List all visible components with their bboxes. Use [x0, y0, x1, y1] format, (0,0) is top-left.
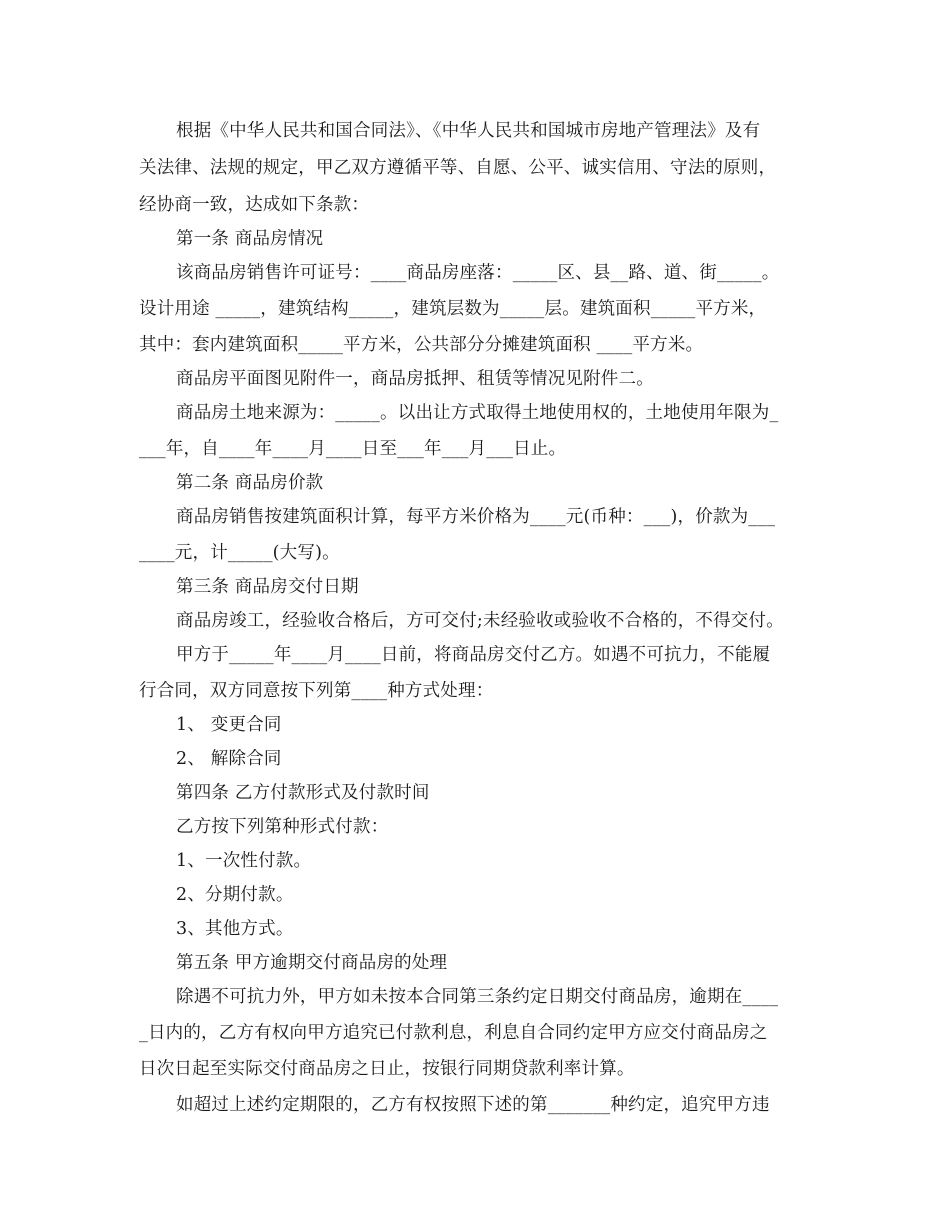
article-3-option-2: 2、 解除合同 [176, 749, 282, 769]
paragraph-preamble-line-1: 根据《中华人民共和国合同法》、《中华人民共和国城市房地产管理法》及有 [176, 121, 761, 141]
article-3-option-1: 1、 变更合同 [176, 715, 282, 735]
article-4-option-3: 3、其他方式。 [176, 919, 294, 939]
paragraph-preamble-line-2: 关法律、法规的规定，甲乙双方遵循平等、自愿、公平、诚实信用、守法的原则， [139, 158, 777, 178]
article-3-line-1: 商品房竣工，经验收合格后，方可交付;未经验收或验收不合格的，不得交付。 [176, 611, 784, 631]
article-5-line-4: 如超过上述约定期限的，乙方有权按照下述的第_______种约定，追究甲方违 [176, 1095, 770, 1115]
article-4-heading: 第四条 乙方付款形式及付款时间 [176, 783, 430, 803]
article-4-line-1: 乙方按下列第种形式付款： [176, 817, 389, 837]
article-1-attachments: 商品房平面图见附件一，商品房抵押、租赁等情况见附件二。 [176, 369, 654, 389]
article-5-line-1: 除遇不可抗力外，甲方如未按本合同第三条约定日期交付商品房，逾期在____ [176, 987, 779, 1007]
article-5-heading: 第五条 甲方逾期交付商品房的处理 [176, 953, 448, 973]
article-5-line-3: 日次日起至实际交付商品房之日止，按银行同期贷款利率计算。 [139, 1059, 635, 1079]
article-1-heading: 第一条 商品房情况 [176, 229, 324, 249]
article-1-land-line-1: 商品房土地来源为：_____。以出让方式取得土地使用权的，土地使用年限为_ [176, 403, 779, 423]
article-3-heading: 第三条 商品房交付日期 [176, 577, 359, 597]
article-4-option-2: 2、分期付款。 [176, 885, 294, 905]
article-2-line-1: 商品房销售按建筑面积计算，每平方米价格为____元(币种：___)，价款为___ [176, 507, 776, 527]
article-3-line-2: 甲方于_____年____月____日前，将商品房交付乙方。如遇不可抗力，不能履 [176, 645, 771, 665]
article-1-line-3: 其中：套内建筑面积_____平方米，公共部分分摊建筑面积 ____平方米。 [139, 335, 704, 355]
paragraph-preamble-line-3: 经协商一致，达成如下条款： [139, 195, 370, 215]
article-5-line-2: _日内的，乙方有权向甲方追究已付款利息，利息自合同约定甲方应交付商品房之 [139, 1023, 768, 1043]
article-3-line-3: 行合同，双方同意按下列第____种方式处理： [139, 681, 494, 701]
article-1-line-2: 设计用途 _____，建筑结构_____，建筑层数为_____层。建筑面积_____平方米， [139, 299, 767, 319]
article-2-line-2: ____元，计_____(大写)。 [139, 543, 340, 563]
article-1-line-1: 该商品房销售许可证号：____商品房座落：_____区、县__路、道、街_____。 [176, 263, 780, 283]
article-1-land-line-2: ___年，自____年____月____日至___年___月___日止。 [139, 439, 567, 459]
article-2-heading: 第二条 商品房价款 [176, 473, 324, 493]
article-4-option-1: 1、一次性付款。 [176, 851, 312, 871]
